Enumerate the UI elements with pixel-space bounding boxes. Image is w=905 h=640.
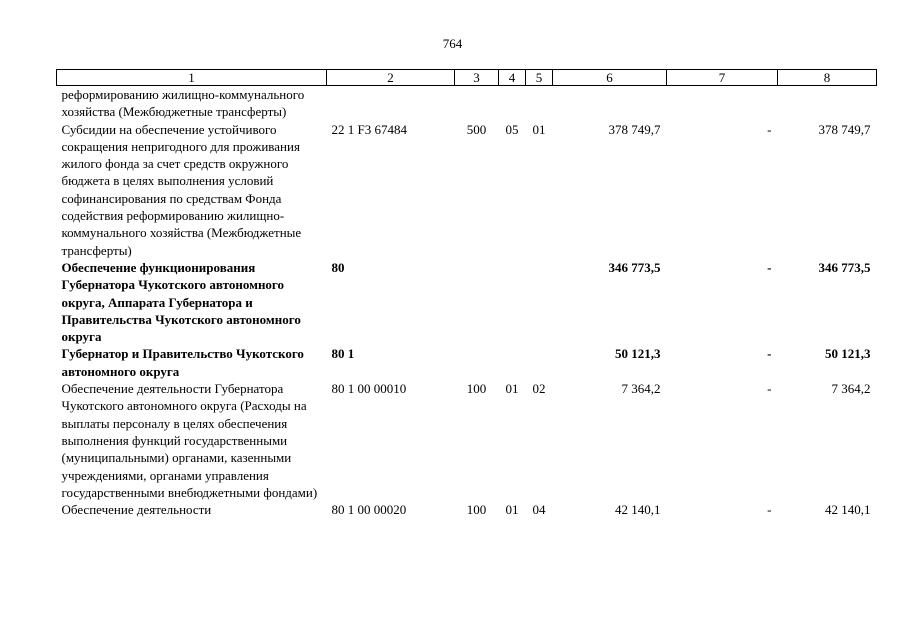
row-amount-col7: -: [767, 259, 772, 275]
budget-table: [56, 69, 877, 518]
row-subsection: 01: [532, 121, 546, 137]
col-header-7: 7: [667, 70, 778, 86]
row-amount-col7: -: [767, 502, 772, 518]
table-row: [57, 86, 877, 121]
row-section: [499, 86, 526, 121]
col-header-5: 5: [526, 70, 553, 86]
row-amount-col8: 7 364,2: [831, 381, 871, 397]
row-code: 80: [331, 259, 345, 275]
row-expense-type: 100: [466, 502, 487, 518]
row-name: Обеспечение деятельности Губернатора Чукотского автономного округа (Расходы на выплаты персоналу в целях обеспечения выполнения функций государственными (муниципальными) органами, казенными учреждениями, органами управления государственными внебюджетными фондами): [61, 381, 318, 500]
row-subsection: [526, 259, 553, 345]
row-expense-type: [455, 345, 499, 380]
row-amount-col8: 50 121,3: [825, 346, 871, 362]
row-amount-col6: [553, 86, 667, 121]
row-amount-col6: 346 773,5: [608, 259, 661, 275]
header-row: [57, 70, 877, 86]
row-amount-col6: 7 364,2: [621, 381, 661, 397]
row-amount-col8: [778, 86, 877, 121]
row-section: [499, 259, 526, 345]
row-code: 80 1: [331, 346, 355, 362]
row-amount-col8: 346 773,5: [818, 259, 871, 275]
row-amount-col6: 42 140,1: [615, 502, 661, 518]
row-code: 80 1 00 00010: [331, 381, 407, 397]
row-amount-col7: -: [767, 121, 772, 137]
row-subsection: [526, 86, 553, 121]
table-row: [57, 501, 877, 518]
row-name: Субсидии на обеспечение устойчивого сокращения непригодного для проживания жилого фонда за счет средств окружного бюджета в целях выполнения условий софинансирования по средствам Фонда содействия реформированию жилищно-коммунального хозяйства (Межбюджетные трансферты): [61, 121, 302, 258]
row-expense-type: 100: [466, 381, 487, 397]
page-number: 764: [442, 36, 463, 51]
row-section: [499, 345, 526, 380]
row-code: [327, 86, 455, 121]
table-row: [57, 345, 877, 380]
row-amount-col6: 50 121,3: [615, 346, 661, 362]
row-section: 01: [505, 502, 519, 518]
row-expense-type: [455, 86, 499, 121]
col-header-3: 3: [455, 70, 499, 86]
row-name: Губернатор и Правительство Чукотского автономного округа: [61, 346, 304, 379]
row-name: Обеспечение деятельности: [61, 502, 212, 518]
row-amount-col7: -: [767, 346, 772, 362]
row-subsection: [526, 345, 553, 380]
col-header-4: 4: [499, 70, 526, 86]
table-row: [57, 380, 877, 501]
col-header-6: 6: [553, 70, 667, 86]
row-expense-type: 500: [466, 121, 487, 137]
row-code: 80 1 00 00020: [331, 502, 407, 518]
row-amount-col7: [667, 86, 778, 121]
table-row: [57, 121, 877, 259]
col-header-2: 2: [327, 70, 455, 86]
row-amount-col7: -: [767, 381, 772, 397]
table-row: [57, 259, 877, 345]
row-amount-col6: 378 749,7: [608, 121, 661, 137]
row-subsection: 02: [532, 381, 546, 397]
row-amount-col8: 42 140,1: [825, 502, 871, 518]
row-section: 05: [505, 121, 519, 137]
row-name: реформированию жилищно-коммунального хозяйства (Межбюджетные трансферты): [61, 87, 305, 120]
row-name: Обеспечение функционирования Губернатора Чукотского автономного округа, Аппарата Губернатора и Правительства Чукотского автономного округа: [61, 259, 301, 345]
col-header-1: 1: [57, 70, 327, 86]
col-header-8: 8: [778, 70, 877, 86]
row-amount-col8: 378 749,7: [818, 121, 871, 137]
row-subsection: 04: [532, 502, 546, 518]
row-code: 22 1 F3 67484: [331, 121, 407, 137]
row-section: 01: [505, 381, 519, 397]
row-expense-type: [455, 259, 499, 345]
